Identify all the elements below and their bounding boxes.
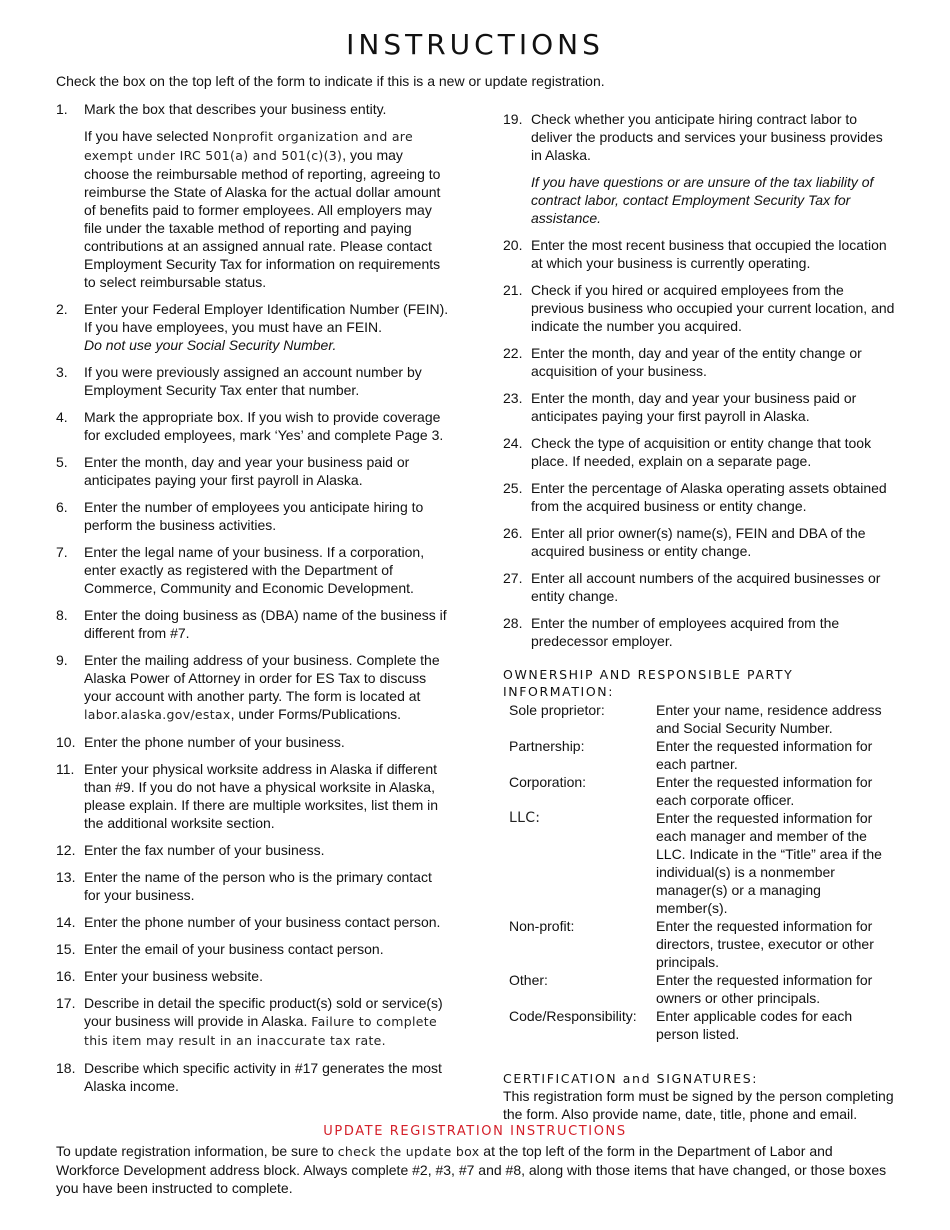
item-text: Check whether you anticipate hiring contract labor to deliver the products and services your business provides in Alaska. — [531, 111, 883, 163]
note-text: If you have selected — [84, 128, 213, 144]
instruction-item-16 — [56, 967, 450, 985]
instruction-item-23 — [503, 389, 895, 425]
ownership-row — [509, 701, 895, 737]
item-text: Enter the number of employees acquired from the predecessor employer. — [531, 615, 840, 649]
item-text: Enter all account numbers of the acquired businesses or entity change. — [531, 570, 881, 604]
item-number: 26. — [503, 525, 523, 541]
item-number: 6. — [56, 499, 68, 515]
item-text: Enter the fax number of your business. — [84, 842, 325, 858]
instruction-item-24 — [503, 434, 895, 470]
entity-requirement: Enter the requested information for owners or other principals. — [656, 972, 873, 1006]
ownership-table — [509, 701, 895, 1043]
instruction-item-21 — [503, 281, 895, 335]
update-text — [56, 1142, 896, 1197]
item-number: 18. — [56, 1060, 76, 1076]
item-number: 24. — [503, 435, 523, 451]
instruction-item-22 — [503, 344, 895, 380]
entity-type: Corporation: — [509, 774, 587, 790]
item-number: 16. — [56, 968, 76, 984]
item-number: 3. — [56, 364, 68, 380]
item-text: Enter the percentage of Alaska operating assets obtained from the acquired business or entity change. — [531, 480, 887, 514]
entity-type: Partnership: — [509, 738, 585, 754]
contract-labor-note: If you have questions or are unsure of the tax liability of contract labor, contact Employment Security Tax for assistance. — [531, 174, 874, 226]
instruction-item-13 — [56, 868, 450, 904]
entity-requirement: Enter the requested information for directors, trustee, executor or other principals. — [656, 918, 874, 970]
update-heading: UPDATE REGISTRATION INSTRUCTIONS — [323, 1124, 627, 1139]
item-number: 19. — [503, 111, 523, 127]
instruction-item-19 — [503, 110, 895, 227]
item-number: 20. — [503, 237, 523, 253]
item-number: 28. — [503, 615, 523, 631]
instruction-item-12 — [56, 841, 450, 859]
instruction-item-4 — [56, 408, 450, 444]
ownership-row — [509, 737, 895, 773]
instruction-item-26 — [503, 524, 895, 560]
left-column — [56, 100, 450, 1104]
note-emphasis: Nonprofit organization and are exempt under IRC 501(a) and 501(c)(3) — [84, 129, 413, 163]
item-number: 11. — [56, 761, 75, 777]
item-text: If you were previously assigned an account number by Employment Security Tax enter that number. — [84, 364, 422, 398]
instruction-item-25 — [503, 479, 895, 515]
item-text: Enter the month, day and year your business paid or anticipates paying your first payroll in Alaska. — [531, 390, 857, 424]
item-text: Enter the name of the person who is the primary contact for your business. — [84, 869, 432, 903]
instruction-item-27 — [503, 569, 895, 605]
item-text: Mark the appropriate box. If you wish to provide coverage for excluded employees, mark ‘Yes’ and complete Page 3. — [84, 409, 444, 443]
instruction-item-14 — [56, 913, 450, 931]
entity-type: LLC: — [509, 810, 541, 826]
update-box-emphasis: check the update box — [337, 1144, 480, 1159]
instruction-item-11 — [56, 760, 450, 832]
item-text: Enter the legal name of your business. If a corporation, enter exactly as registered with the Department of Commerce, Community and Economic Development. — [84, 544, 425, 596]
item-text: Mark the box that describes your business entity. — [84, 101, 387, 117]
update-text-part: To update registration information, be sure to — [56, 1143, 338, 1159]
item-number: 21. — [503, 282, 523, 298]
website-link[interactable]: labor.alaska.gov/estax — [84, 707, 231, 722]
entity-type: Non-profit: — [509, 918, 575, 934]
instruction-item-20 — [503, 236, 895, 272]
ownership-row — [509, 971, 895, 1007]
item-number: 25. — [503, 480, 523, 496]
item-number: 7. — [56, 544, 68, 560]
ownership-row — [509, 773, 895, 809]
item-text: Check if you hired or acquired employees from the previous business who occupied your current location, and indicate the number you acquired. — [531, 282, 895, 334]
instruction-item-7 — [56, 543, 450, 597]
page-title: INSTRUCTIONS — [346, 28, 604, 61]
entity-requirement: Enter your name, residence address and Social Security Number. — [656, 702, 882, 736]
instruction-item-8 — [56, 606, 450, 642]
item-warning: Do not use your Social Security Number. — [84, 337, 337, 353]
item-text: Enter the phone number of your business contact person. — [84, 914, 441, 930]
item-number: 23. — [503, 390, 523, 406]
instruction-item-15 — [56, 940, 450, 958]
entity-type: Code/Responsibility: — [509, 1008, 637, 1024]
item-text: Enter the doing business as (DBA) name of the business if different from #7. — [84, 607, 447, 641]
entity-requirement: Enter the requested information for each manager and member of the LLC. Indicate in the “Title” area if the individual(s) is a nonmember manager(s) or a managing member(s). — [656, 810, 882, 916]
item-number: 22. — [503, 345, 523, 361]
item-text: Enter the mailing address of your business. Complete the Alaska Power of Attorney in order for ES Tax to discuss your account with another party. The form is located at — [84, 652, 440, 704]
item-text: Enter your Federal Employer Identification Number (FEIN). If you have employees, you must have an FEIN. — [84, 301, 449, 335]
item-number: 1. — [56, 101, 68, 117]
item-text: , under Forms/Publications. — [230, 706, 401, 722]
instruction-item-9 — [56, 651, 450, 724]
item-text: Enter your business website. — [84, 968, 263, 984]
instruction-item-6 — [56, 498, 450, 534]
instruction-item-1 — [56, 100, 450, 291]
right-column — [503, 110, 895, 1123]
certification-heading: CERTIFICATION and SIGNATURES: — [503, 1071, 759, 1086]
item-text: Enter your physical worksite address in Alaska if different than #9. If you do not have a physical worksite in Alaska, please explain. If there are multiple worksites, list them in the additional worksite section. — [84, 761, 439, 831]
instruction-item-17 — [56, 994, 450, 1050]
item-number: 17. — [56, 995, 76, 1011]
entity-requirement: Enter the requested information for each corporate officer. — [656, 774, 873, 808]
item-number: 5. — [56, 454, 68, 470]
ownership-row — [509, 809, 895, 917]
instruction-item-3 — [56, 363, 450, 399]
note-text: , you may choose the reimbursable method of reporting, agreeing to reimburse the State of Alaska for the actual dollar amount of benefits paid to former employees. All employers may file under the taxable method of reporting and paying contributions at an assigned annual rate. Please contact Employment Security Tax for information on requirements to select reimbursable status. — [84, 147, 441, 290]
item-text: Check the type of acquisition or entity change that took place. If needed, explain on a separate page. — [531, 435, 872, 469]
ownership-heading: OWNERSHIP AND RESPONSIBLE PARTY INFORMATION: — [503, 667, 794, 699]
item-number: 9. — [56, 652, 68, 668]
item-number: 8. — [56, 607, 68, 623]
item-text: Enter the month, day and year of the entity change or acquisition of your business. — [531, 345, 862, 379]
item-number: 15. — [56, 941, 76, 957]
instruction-item-2 — [56, 300, 450, 354]
nonprofit-note — [84, 127, 450, 291]
entity-requirement: Enter the requested information for each partner. — [656, 738, 873, 772]
item-text: Describe which specific activity in #17 generates the most Alaska income. — [84, 1060, 442, 1094]
instruction-item-10 — [56, 733, 450, 751]
item-text: Enter the email of your business contact person. — [84, 941, 384, 957]
instruction-item-5 — [56, 453, 450, 489]
item-number: 4. — [56, 409, 68, 425]
ownership-row — [509, 1007, 895, 1043]
certification-text: This registration form must be signed by the person completing the form. Also provide name, date, title, phone and email. — [503, 1088, 894, 1122]
item-text: Enter the most recent business that occupied the location at which your business is currently operating. — [531, 237, 887, 271]
entity-requirement: Enter applicable codes for each person listed. — [656, 1008, 853, 1042]
item-number: 10. — [56, 734, 76, 750]
item-number: 13. — [56, 869, 76, 885]
instruction-item-28 — [503, 614, 895, 650]
entity-type: Sole proprietor: — [509, 702, 605, 718]
item-text: Enter the number of employees you anticipate hiring to perform the business activities. — [84, 499, 424, 533]
ownership-row — [509, 917, 895, 971]
item-number: 2. — [56, 301, 68, 317]
instruction-item-18 — [56, 1059, 450, 1095]
item-text: Enter all prior owner(s) name(s), FEIN and DBA of the acquired business or entity change. — [531, 525, 866, 559]
update-text-part: at the top left of the form in the Department of Labor and Workforce Development address block. Always complete #2, #3, #7 and #8, along with those items that have changed, or those boxes you have been instructed to complete. — [56, 1143, 887, 1196]
item-number: 14. — [56, 914, 76, 930]
item-text: Enter the month, day and year your business paid or anticipates paying your first payroll in Alaska. — [84, 454, 410, 488]
item-text: Describe in detail the specific product(s) sold or service(s) your business will provide in Alaska. — [84, 995, 443, 1029]
intro-text: Check the box on the top left of the form to indicate if this is a new or update registration. — [56, 73, 605, 89]
item-number: 27. — [503, 570, 523, 586]
entity-type: Other: — [509, 972, 548, 988]
item-warning: Failure to complete this item may result in an inaccurate tax rate. — [84, 1014, 437, 1048]
item-text: Enter the phone number of your business. — [84, 734, 345, 750]
item-number: 12. — [56, 842, 76, 858]
